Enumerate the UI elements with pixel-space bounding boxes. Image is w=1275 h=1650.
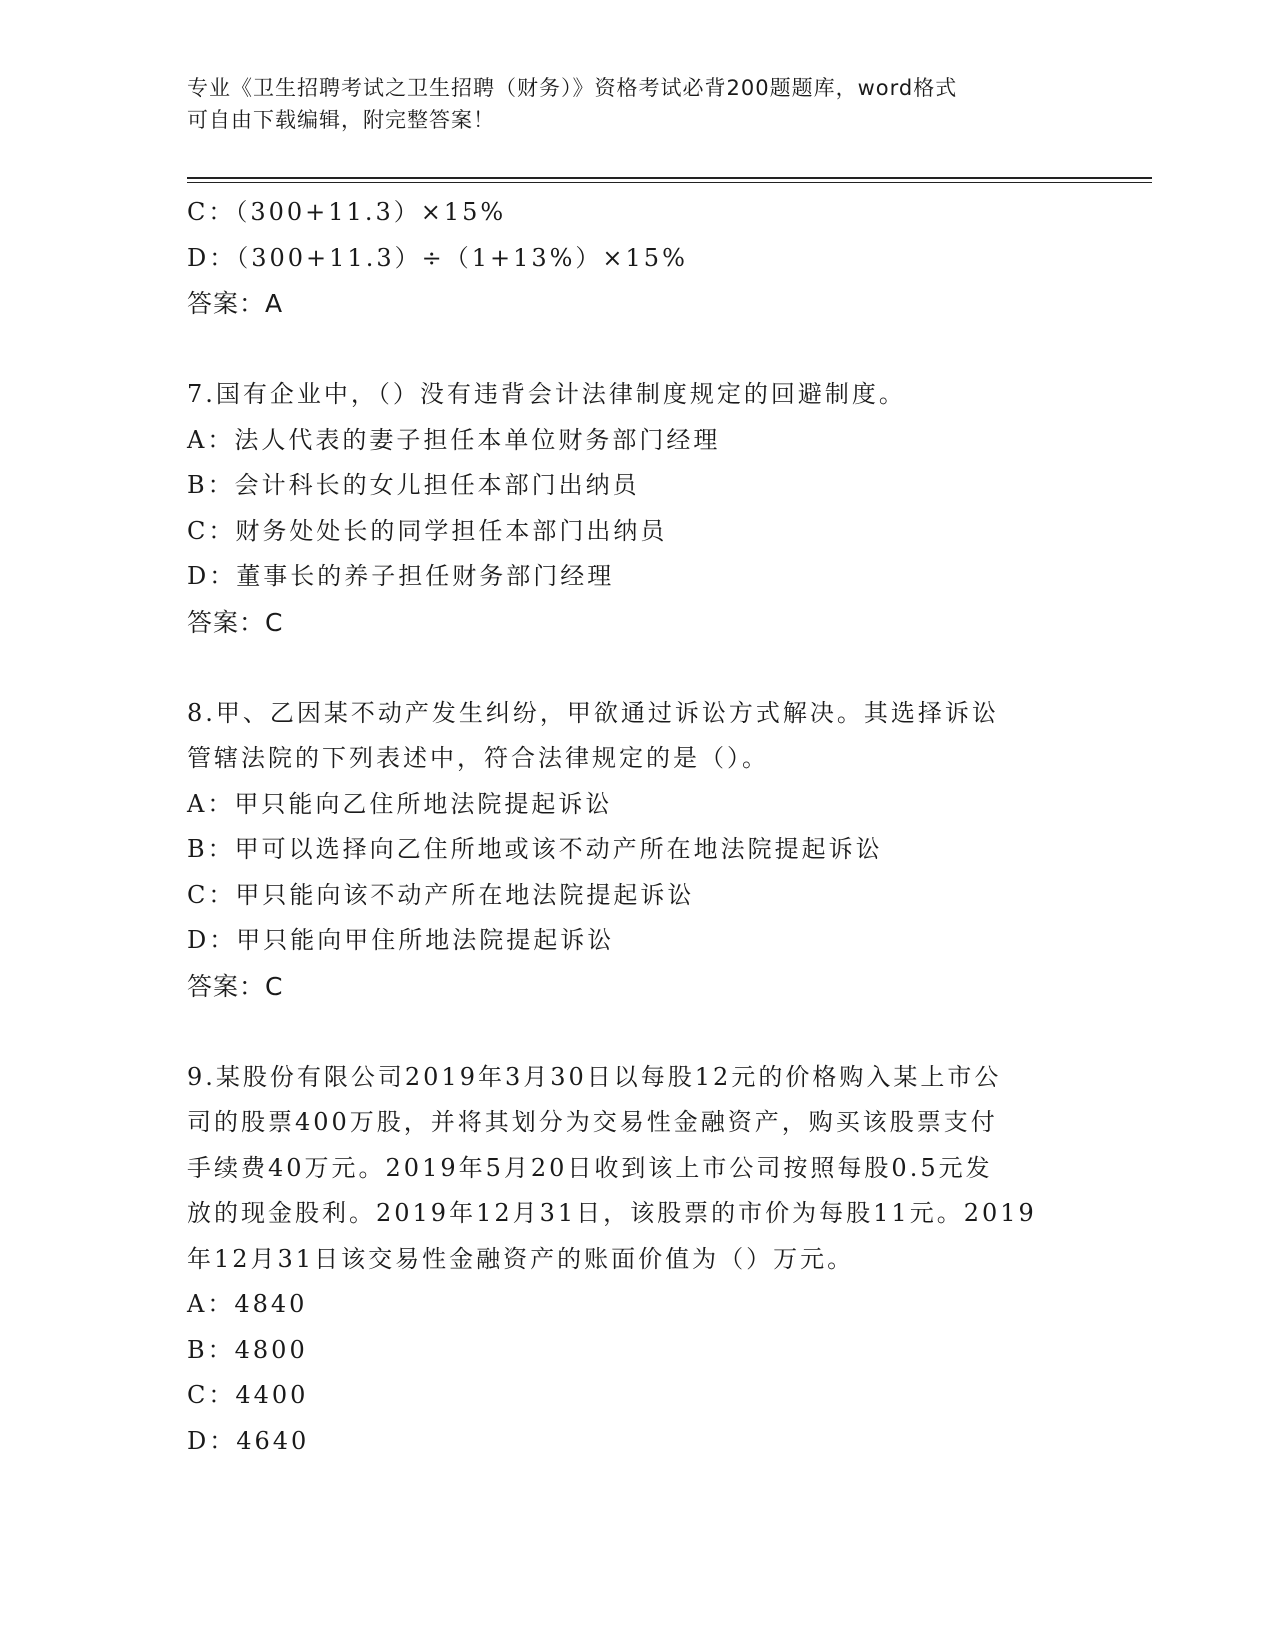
q8-stem-line-1: 8.甲、乙因某不动产发生纠纷，甲欲通过诉讼方式解决。其选择诉讼 [187, 698, 999, 727]
q9-option-d: D：4640 [187, 1426, 310, 1455]
question-7 [187, 372, 1087, 645]
spacer [187, 327, 1087, 373]
q8-stem-line-2: 管辖法院的下列表述中，符合法律规定的是（）。 [187, 744, 769, 772]
header-divider-thin [187, 182, 1152, 183]
question-8 [187, 691, 1087, 1010]
document-header [187, 72, 1067, 136]
q7-stem-line-1: 7.国有企业中，（）没有违背会计法律制度规定的回避制度。 [187, 380, 906, 408]
q9-stem-line-1: 9.某股份有限公司2019年3月30日以每股12元的价格购入某上市公 [187, 1062, 1002, 1091]
q6-answer: 答案：A [187, 289, 284, 318]
q9-stem-line-2: 司的股票400万股，并将其划分为交易性金融资产，购买该股票支付 [187, 1108, 998, 1136]
q8-option-a: A：甲只能向乙住所地法院提起诉讼 [187, 789, 613, 818]
q9-stem-line-3: 手续费40万元。2019年5月20日收到该上市公司按照每股0.5元发 [187, 1153, 993, 1182]
question-content [187, 190, 1087, 1464]
question-9 [187, 1055, 1087, 1465]
q6-option-c: C：（300+11.3）×15% [187, 198, 507, 226]
q9-stem-line-5: 年12月31日该交易性金融资产的账面价值为（）万元。 [187, 1244, 855, 1273]
q8-option-b: B：甲可以选择向乙住所地或该不动产所在地法院提起诉讼 [187, 835, 883, 863]
q9-stem-line-4: 放的现金股利。2019年12月31日，该股票的市价为每股11元。2019 [187, 1199, 1037, 1227]
q8-option-c: C：甲只能向该不动产所在地法院提起诉讼 [187, 880, 695, 909]
spacer [187, 1009, 1087, 1055]
spacer [187, 645, 1087, 691]
header-title-line-2: 可自由下载编辑，附完整答案！ [187, 108, 495, 132]
header-divider-thick [187, 177, 1152, 179]
q7-answer: 答案：C [187, 607, 284, 637]
q9-option-a: A：4840 [187, 1290, 308, 1318]
q7-option-d: D：董事长的养子担任财务部门经理 [187, 562, 615, 590]
header-title-line-1: 专业《卫生招聘考试之卫生招聘（财务）》资格考试必背200题题库，word格式 [187, 76, 958, 100]
question-6-tail [187, 190, 1087, 327]
q7-option-c: C：财务处处长的同学担任本部门出纳员 [187, 516, 668, 545]
q8-option-d: D：甲只能向甲住所地法院提起诉讼 [187, 926, 615, 954]
q7-option-a: A：法人代表的妻子担任本单位财务部门经理 [187, 425, 721, 454]
q9-option-c: C：4400 [187, 1381, 309, 1409]
q9-option-b: B：4800 [187, 1335, 308, 1364]
q6-option-d: D：（300+11.3）÷（1+13%）×15% [187, 243, 688, 272]
q7-option-b: B：会计科长的女儿担任本部门出纳员 [187, 471, 640, 499]
q8-answer: 答案：C [187, 971, 284, 1001]
